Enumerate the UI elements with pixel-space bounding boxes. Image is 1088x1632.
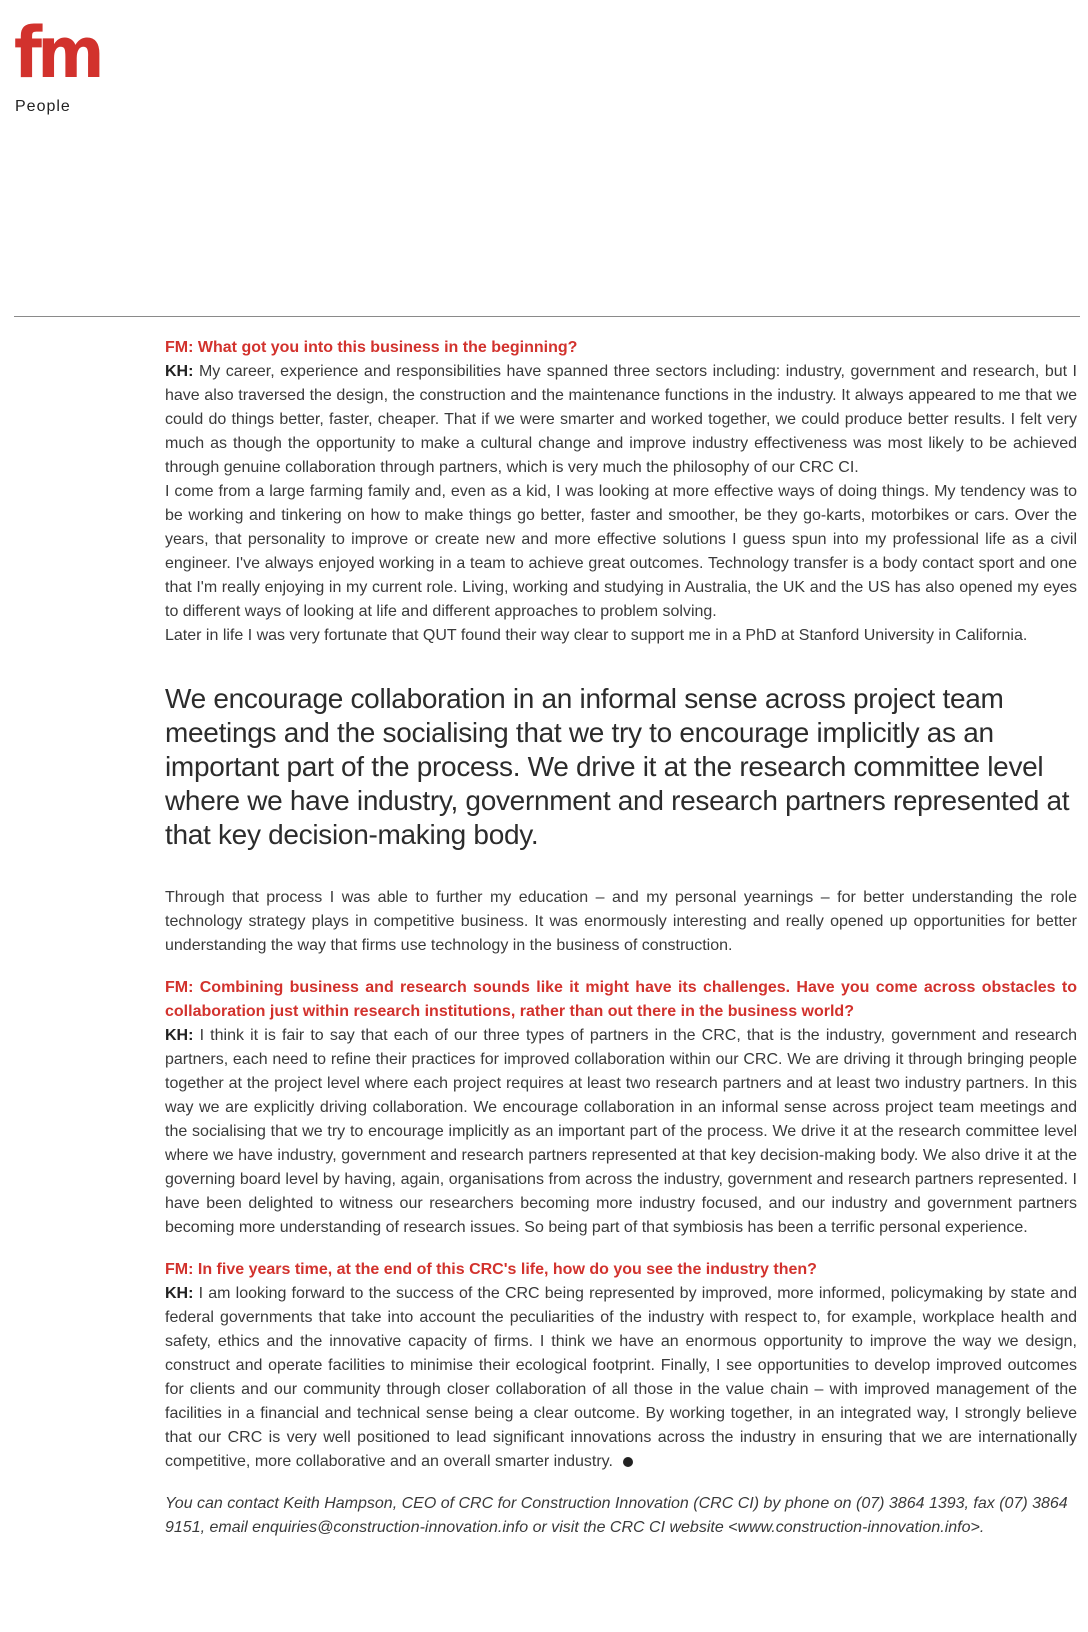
answer-3-speaker: KH: xyxy=(165,1285,194,1302)
masthead xyxy=(14,12,104,116)
question-1 xyxy=(165,336,1077,360)
answer-1 xyxy=(165,360,1077,480)
fm-logo: fm xyxy=(14,12,100,94)
answer-1-continued: I come from a large farming family and, even as a kid, I was looking at more effective ways of doing things. My tendency was to be working and tinkering on how to make things go better, faster and smoother, be they go-karts, motorbikes or cars. Over the years, that personality to improve or create new and more effective solutions I guess spun into my professional life as a civil engineer. I've always enjoyed working in a team to achieve great outcomes. Technology transfer is a body contact sport and one that I'm really enjoying in my current role. Living, working and studying in Australia, the UK and the US has also opened my eyes to different ways of looking at life and different approaches to problem solving. xyxy=(165,483,1077,620)
question-1-speaker: FM: xyxy=(165,339,194,356)
answer-2 xyxy=(165,1024,1077,1240)
spacer xyxy=(165,648,1077,682)
question-3 xyxy=(165,1258,1077,1282)
answer-1-continued-3: Through that process I was able to further my education – and my personal yearnings – for better understanding the role technology strategy plays in competitive business. It was enormously interesting and really opened up opportunities for better understanding the way that firms use technology in the business of construction. xyxy=(165,889,1077,954)
spacer xyxy=(165,1474,1077,1492)
question-2-speaker: FM: xyxy=(165,979,194,996)
section-label: People xyxy=(15,98,71,115)
top-divider xyxy=(14,316,1080,317)
question-3-speaker: FM: xyxy=(165,1261,194,1278)
answer-3 xyxy=(165,1282,1077,1474)
answer-2-speaker: KH: xyxy=(165,1027,194,1044)
question-3-text: In five years time, at the end of this CRC's life, how do you see the industry then? xyxy=(197,1261,817,1278)
answer-3-text: I am looking forward to the success of the CRC being represented by improved, more informed, policymaking by state and federal governments that take into account the peculiarities of the industry with respect to, for example, workplace health and safety, ethics and the innovative capacity of firms. I think we have an enormous opportunity to improve the way we design, construct and operate facilities to minimise their ecological footprint. Finally, I see opportunities to develop improved outcomes for clients and our community through closer collaboration of all those in the value chain – with improved management of the facilities in a financial and technical sense being a clear outcome. By working together, in an integrated way, I strongly believe that our CRC is very well positioned to lead significant innovations across the industry in ensuring that we are internationally competitive, more collaborative and an overall smarter industry. xyxy=(165,1285,1077,1470)
article-body xyxy=(165,336,1077,1540)
question-2-text: Combining business and research sounds like it might have its challenges. Have you come across obstacles to collaboration just within research institutions, rather than out there in the business world? xyxy=(165,979,1077,1020)
answer-1-text: My career, experience and responsibilities have spanned three sectors including: industry, government and research, but I have also traversed the design, the construction and the maintenance functions in the industry. It always appeared to me that we could do things better, faster, cheaper. That if we were smarter and worked together, we could produce better results. I felt very much as though the opportunity to make a cultural change and improve industry effectiveness was most likely to be achieved through genuine collaboration through partners, which is very much the philosophy of our CRC CI. xyxy=(165,363,1078,476)
end-mark-icon xyxy=(623,1457,633,1467)
contact-info: You can contact Keith Hampson, CEO of CRC for Construction Innovation (CRC CI) by phone on (07) 3864 1393, fax (07) 3864 9151, email enquiries@construction-innovation.info or visit the CRC CI website <www.construction-innovation.info>. xyxy=(165,1495,1068,1536)
question-2 xyxy=(165,976,1077,1024)
answer-2-text: I think it is fair to say that each of our three types of partners in the CRC, that is the industry, government and research partners, each need to refine their practices for improved collaboration within our CRC. We are driving it through bringing people together at the project level where each project requires at least two research partners and at least two industry partners. In this way we are explicitly driving collaboration. We encourage collaboration in an informal sense across project team meetings and the socialising that we try to encourage implicitly as an important part of the process. We drive it at the research committee level where we have industry, government and research partners represented at that key decision-making body. We also drive it at the governing board level by having, again, organisations from across the industry, government and research partners represented. I have been delighted to witness our researchers becoming more industry focused, and our industry and government partners becoming more understanding of research issues. So being part of that symbiosis has been a terrific personal experience. xyxy=(165,1027,1078,1236)
question-1-text: What got you into this business in the beginning? xyxy=(197,339,578,356)
spacer xyxy=(165,852,1077,886)
spacer xyxy=(165,1240,1077,1258)
answer-1-speaker: KH: xyxy=(165,363,194,380)
answer-1-continued-2: Later in life I was very fortunate that QUT found their way clear to support me in a PhD at Stanford University in California. xyxy=(165,627,1028,644)
spacer xyxy=(165,958,1077,976)
pull-quote: We encourage collaboration in an informal sense across project team meetings and the socialising that we try to encourage implicitly as an important part of the process. We drive it at the research committee level where we have industry, government and research partners represented at that key decision-making body. xyxy=(165,683,1070,850)
